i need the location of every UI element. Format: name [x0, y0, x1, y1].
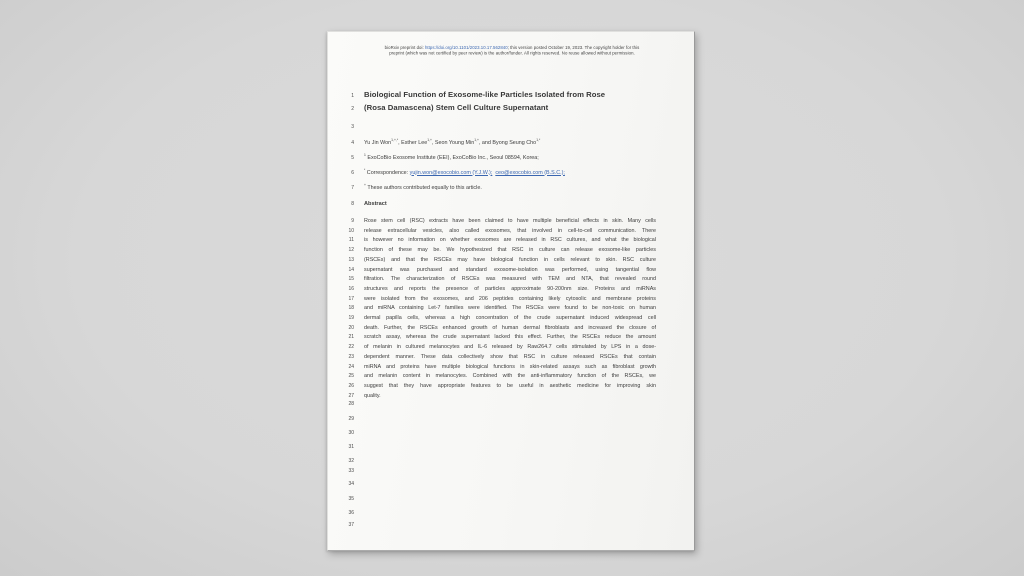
abstract-line: (RSCEs) and that the RSCEs may have biological function in cells relevant to skin. RSC culture: [364, 256, 656, 263]
line-number: 10: [348, 227, 354, 234]
line-number: 13: [348, 256, 354, 263]
correspondence-superscript: *: [364, 167, 366, 172]
abstract-line: were isolated from the exosomes, and 206 peptides containing likely cytosolic and membrane proteins: [364, 295, 656, 302]
line-number: 26: [348, 382, 354, 389]
title-row-1: [328, 90, 668, 99]
abstract-line: scratch assay, whereas the crude supernatant lacked this effect. Further, the RSCEs reduce the amount: [364, 334, 656, 341]
line-number: 36: [348, 510, 354, 516]
line-number: 3: [351, 123, 354, 130]
abstract-line: filtration. The characterization of RSCEs was measured with TEM and NTA, that revealed round: [364, 276, 656, 283]
line-number: 37: [348, 522, 354, 528]
line-number: 27: [348, 392, 354, 399]
abstract-line: dermal papilla cells, whereas a high concentration of the crude supernatant induced widespread cell: [364, 315, 656, 322]
line-number: 9: [351, 218, 354, 224]
line-number: 25: [348, 373, 354, 380]
line-number: 23: [348, 353, 354, 360]
disclaimer-text: ; this version posted October 19, 2023. The copyright holder for this: [507, 45, 640, 50]
line-number: 19: [348, 315, 354, 322]
contribution-superscript: +: [364, 183, 366, 188]
abstract-line: release extracellular vesicles, also called exosomes, that involved in cell-to-cell communication. There: [364, 227, 656, 234]
abstract-line: of melanin in cultured melanocytes and IL-6 released by Raw264.7 cells stimulated by LPS in a dose-: [364, 344, 656, 351]
abstract-line: miRNA and proteins have multiple biological functions in skin-related assays such as fibroblast growth: [364, 363, 656, 370]
abstract-line: and miRNA containing Let-7 families were identified. The RSCEs were found to be non-toxic on human: [364, 305, 656, 312]
abstract-line: structures and reports the presence of particles approximate 90-200nm size. Proteins and miRNAs: [364, 285, 656, 292]
line-number: 21: [348, 334, 354, 341]
line-number: 11: [348, 237, 354, 244]
abstract-line-numbers: [328, 217, 354, 401]
correspondence-label: Correspondence:: [365, 169, 410, 176]
line-number: 32: [348, 458, 354, 464]
correspondence-line: [364, 167, 565, 176]
abstract-line: is however no information on whether exosomes are released in RSC cultures, and what the biological: [364, 237, 656, 244]
affiliation-line: [364, 155, 539, 161]
contribution-line: [364, 185, 482, 191]
email-link-1[interactable]: yujin.won@exocobio.com (Y.J.W.);: [409, 169, 493, 176]
line-number: 5: [351, 155, 354, 161]
abstract-line: quality.: [364, 392, 381, 399]
abstract-body: [364, 217, 656, 401]
doi-link[interactable]: https://doi.org/10.1101/2023.10.17.562840: [424, 45, 508, 50]
author-name: , Esther Lee: [398, 140, 428, 146]
author-name: , Seon Young Min: [431, 140, 475, 146]
affiliation-row: [328, 155, 668, 161]
line-number: 34: [348, 481, 354, 487]
affiliation-superscript: 1: [364, 153, 366, 158]
blank-row: [328, 124, 668, 130]
line-number: 12: [348, 247, 354, 254]
abstract-line: death. Further, the RSCEs enhanced growth of human dermal fibroblasts and increased the closure of: [364, 324, 656, 331]
line-number: 7: [351, 185, 354, 191]
abstract-line: Rose stem cell (RSC) extracts have been claimed to have multiple beneficial effects in skin. Many cells: [364, 218, 656, 224]
document-page: [327, 31, 695, 551]
abstract-line: function of these may be. We hypothesized that RSC in culture can release exosome-like particles: [364, 247, 656, 254]
abstract-heading: Abstract: [364, 200, 387, 207]
line-number: 15: [348, 276, 354, 283]
line-number: 18: [348, 305, 354, 312]
author-superscript: 1,*: [536, 138, 541, 143]
line-number: 35: [348, 496, 354, 502]
abstract-line: supernatant was purchased and standard exosome-isolation was performed, using tangential flow: [364, 266, 656, 273]
paper-title-line-1: Biological Function of Exosome-like Particles Isolated from Rose: [364, 89, 606, 99]
line-number: 1: [351, 92, 354, 99]
affiliation-text: ExoCoBio Exosome Institute (EEI), ExoCoBio Inc., Seoul 08594, Korea;: [365, 155, 539, 161]
author-name: Yu Jin Won: [364, 140, 392, 146]
disclaimer-line-2: preprint (which was not certified by peer review) is the author/funder. All rights reserved. No reuse allowed without permission.: [389, 50, 635, 56]
line-number: 22: [348, 344, 354, 351]
line-number: 20: [348, 324, 354, 331]
line-number: 24: [348, 363, 354, 370]
line-number: 33: [348, 468, 354, 474]
author-name: , and Byong Seung Cho: [478, 140, 537, 146]
line-number: 4: [351, 140, 354, 146]
paper-title-line-2: (Rosa Damascena) Stem Cell Culture Supernatant: [364, 103, 549, 112]
line-number: 16: [348, 285, 354, 292]
preprint-disclaimer: [352, 45, 672, 56]
line-number: 2: [351, 106, 354, 112]
line-number: 14: [348, 266, 354, 273]
abstract-heading-row: [328, 201, 668, 207]
authors-line: [364, 140, 540, 146]
line-number: 6: [351, 169, 354, 176]
abstract-line: and melanin content in melanocytes. Combined with the anti-inflammatory function of the RSCEs, we: [364, 373, 656, 380]
disclaimer-text: bioRxiv preprint doi:: [384, 45, 425, 50]
line-number: 29: [348, 416, 354, 422]
line-number: 8: [351, 200, 354, 207]
title-row-2: [328, 103, 668, 112]
email-link-2[interactable]: ceo@exocobio.com (B.S.C.);: [495, 169, 565, 176]
abstract-line: dependent manner. These data collectively show that RSC in culture released RSCEs that contain: [364, 353, 656, 360]
author-superscript: 1,+: [474, 138, 479, 143]
line-number: 30: [348, 430, 354, 436]
line-number: 31: [348, 444, 354, 450]
contribution-text: These authors contributed equally to this article.: [365, 185, 482, 191]
correspondence-row: [328, 167, 668, 176]
authors-row: [328, 140, 668, 146]
author-superscript: 1,+,*: [391, 138, 399, 143]
contribution-row: [328, 185, 668, 191]
line-number: 28: [348, 401, 354, 407]
abstract-line: suggest that they have appropriate features to be useful in aesthetic medicine for improving skin: [364, 382, 656, 389]
line-number: 17: [348, 295, 354, 302]
author-superscript: 1,+: [427, 138, 432, 143]
